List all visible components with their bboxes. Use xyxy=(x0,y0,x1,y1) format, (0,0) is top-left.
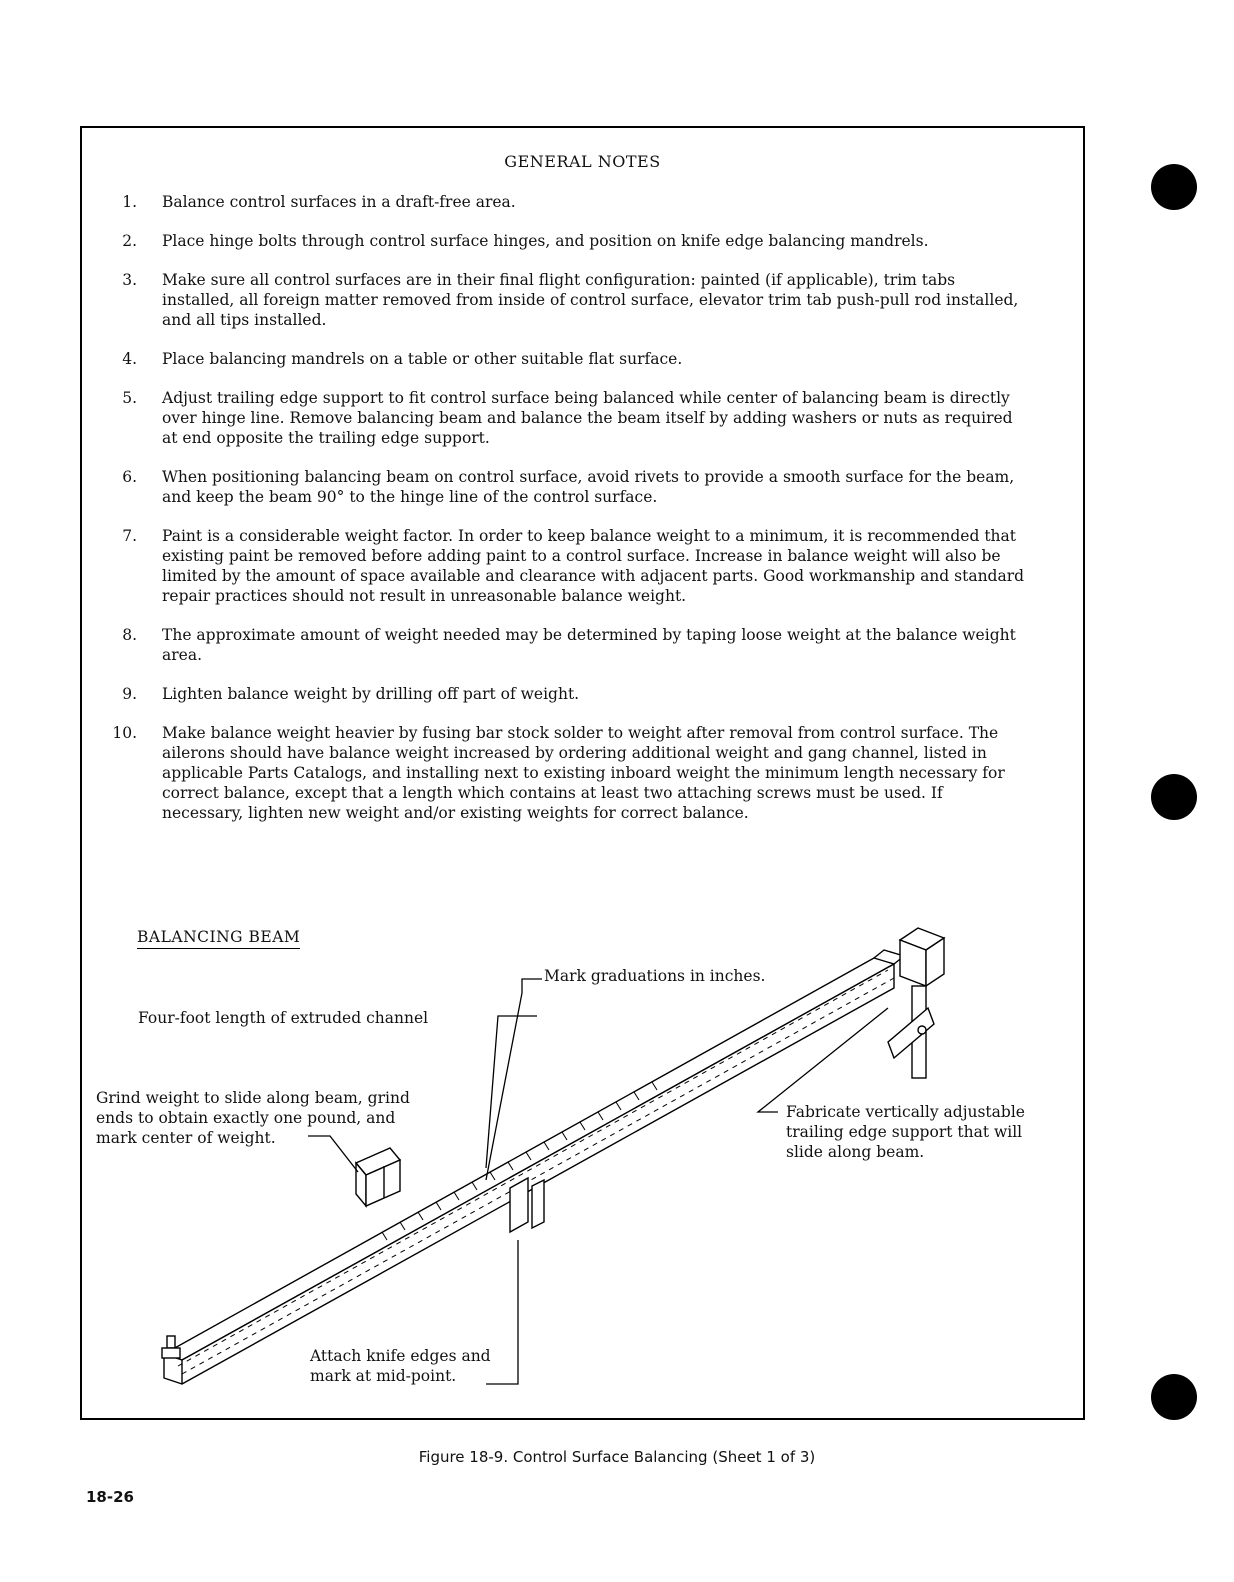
note-text: When positioning balancing beam on control surface, avoid rivets to provide a smooth surface for the beam, and keep the beam 90° to the hinge line of the control surface. xyxy=(162,468,1015,506)
weight-label-line-1: Grind weight to slide along beam, grind xyxy=(96,1089,410,1107)
note-text: Paint is a considerable weight factor. In order to keep balance weight to a minimum, it is recommended that existing paint be removed before adding paint to a control surface. Increase in balance weight will also be limited by the amount of space available and clearance with adjacent parts. Good workmanship and standard repair practices should not result in unreasonable balance weight. xyxy=(162,527,1025,605)
note-number: 3. xyxy=(122,271,137,289)
support-label-line-2: trailing edge support that will xyxy=(786,1123,1023,1141)
note-text: The approximate amount of weight needed may be determined by taping loose weight at the balance weight area. xyxy=(162,626,1016,664)
knife-label-line-1: Attach knife edges and xyxy=(310,1347,491,1365)
balancing-beam-illustration xyxy=(82,128,1087,1422)
note-number: 2. xyxy=(122,232,137,250)
figure-frame xyxy=(80,126,1085,1420)
note-text: Adjust trailing edge support to fit control surface being balanced while center of balancing beam is directly over hinge line. Remove balancing beam and balance the beam itself by adding washers or nuts as required at end opposite the trailing edge support. xyxy=(162,389,1013,447)
note-number: 7. xyxy=(122,527,137,545)
note-number: 10. xyxy=(112,724,137,742)
note-number: 6. xyxy=(122,468,137,486)
note-number: 1. xyxy=(122,193,137,211)
note-number: 8. xyxy=(122,626,137,644)
trailing-edge-support xyxy=(888,928,944,1078)
note-text: Make balance weight heavier by fusing bar stock solder to weight after removal from control surface. The ailerons should have balance weight increased by ordering additional weight and gang channel, listed in applicable Parts Catalogs, and installing next to existing inboard weight the minimum length necessary for correct balance, except that a length which contains at least two attaching screws must be used. If necessary, lighten new weight and/or existing weights for correct balance. xyxy=(162,724,1005,822)
binder-hole-top xyxy=(1151,164,1197,210)
note-text: Lighten balance weight by drilling off part of weight. xyxy=(162,685,580,703)
balancing-beam-heading: BALANCING BEAM xyxy=(137,928,300,949)
note-number: 9. xyxy=(122,685,137,703)
knife-label-line-2: mark at mid-point. xyxy=(310,1367,457,1385)
binder-hole-middle xyxy=(1151,774,1197,820)
note-number: 4. xyxy=(122,350,137,368)
weight-label-line-3: mark center of weight. xyxy=(96,1129,276,1147)
general-notes-title: GENERAL NOTES xyxy=(504,152,661,171)
figure-caption: Figure 18-9. Control Surface Balancing (Sheet 1 of 3) xyxy=(418,1448,816,1466)
binder-hole-bottom xyxy=(1151,1374,1197,1420)
support-label-line-1: Fabricate vertically adjustable xyxy=(786,1103,1025,1121)
note-text: Make sure all control surfaces are in their final flight configuration: painted (if applicable), trim tabs installed, all foreign matter removed from inside of control surface, elevator trim tab push-pull rod installed, and all tips installed. xyxy=(162,271,1019,329)
note-number: 5. xyxy=(122,389,137,407)
note-text: Balance control surfaces in a draft-free area. xyxy=(162,193,516,211)
note-text: Place hinge bolts through control surface hinges, and position on knife edge balancing mandrels. xyxy=(162,232,929,250)
support-label-line-3: slide along beam. xyxy=(786,1143,925,1161)
weight-label-line-2: ends to obtain exactly one pound, and xyxy=(96,1109,396,1127)
note-text: Place balancing mandrels on a table or other suitable flat surface. xyxy=(162,350,683,368)
graduations-label: Mark graduations in inches. xyxy=(544,967,766,985)
channel-label: Four-foot length of extruded channel xyxy=(138,1009,429,1027)
sliding-weight xyxy=(356,1148,400,1206)
knife-edges xyxy=(510,1178,544,1232)
page-number: 18-26 xyxy=(86,1488,134,1506)
